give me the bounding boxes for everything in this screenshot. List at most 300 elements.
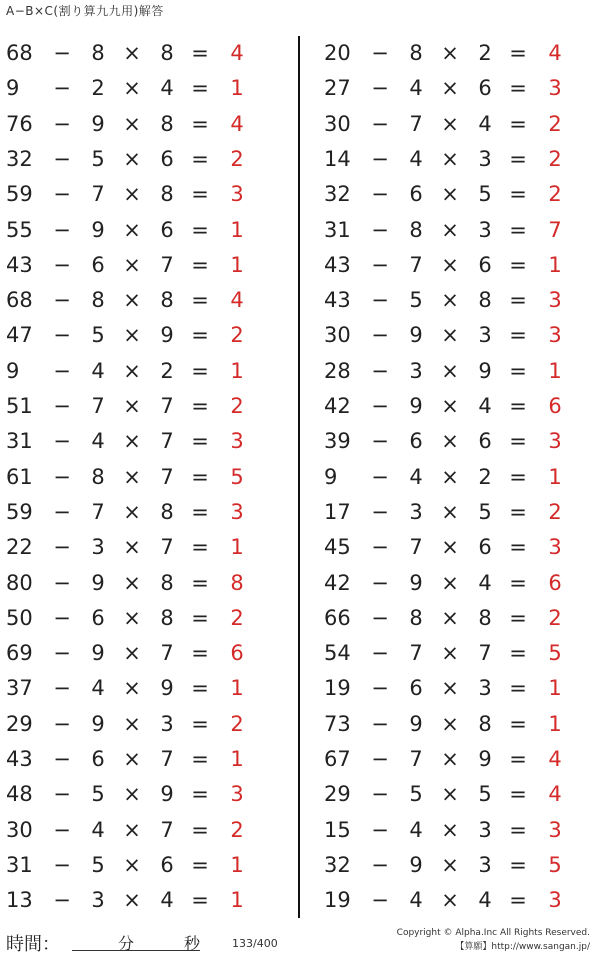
operand-b: 3 xyxy=(409,358,423,383)
operand-a: 42 xyxy=(324,570,351,595)
minutes-label: 分 xyxy=(118,934,135,953)
operand-c: 6 xyxy=(160,146,174,171)
answer: 8 xyxy=(230,570,244,595)
operand-a: 39 xyxy=(324,429,351,454)
problem-row xyxy=(318,742,598,777)
answer: 1 xyxy=(548,676,562,701)
times-sign: × xyxy=(123,535,141,560)
equals-sign: = xyxy=(191,323,209,348)
operand-b: 6 xyxy=(91,747,105,771)
times-sign: × xyxy=(441,182,459,207)
operand-b: 4 xyxy=(91,358,105,383)
times-sign: × xyxy=(123,394,141,418)
operand-a: 9 xyxy=(6,76,20,101)
equals-sign: = xyxy=(191,535,209,560)
operand-a: 59 xyxy=(6,182,33,207)
answer: 4 xyxy=(230,111,244,136)
answer: 7 xyxy=(548,217,562,242)
times-sign: × xyxy=(123,217,141,242)
minus-sign: − xyxy=(371,570,389,595)
answer: 3 xyxy=(230,182,244,207)
equals-sign: = xyxy=(509,429,527,454)
answer: 1 xyxy=(230,747,244,771)
operand-a: 15 xyxy=(324,817,351,842)
equals-sign: = xyxy=(509,605,527,630)
operand-a: 30 xyxy=(6,817,33,842)
operand-b: 4 xyxy=(409,146,423,171)
equals-sign: = xyxy=(191,852,209,877)
minus-sign: − xyxy=(371,288,389,313)
operand-c: 9 xyxy=(160,782,174,807)
times-sign: × xyxy=(123,464,141,489)
equals-sign: = xyxy=(509,888,527,913)
equals-sign: = xyxy=(191,394,209,418)
minus-sign: − xyxy=(53,41,71,65)
equals-sign: = xyxy=(191,41,209,65)
operand-a: 20 xyxy=(324,41,351,65)
answer: 1 xyxy=(230,676,244,701)
copyright-block xyxy=(397,926,590,954)
times-sign: × xyxy=(123,41,141,65)
answer: 2 xyxy=(548,111,562,136)
minus-sign: − xyxy=(371,146,389,171)
answer: 1 xyxy=(230,852,244,877)
operand-c: 7 xyxy=(160,817,174,842)
operand-a: 17 xyxy=(324,499,351,524)
problem-row xyxy=(0,71,280,106)
operand-c: 5 xyxy=(478,182,492,207)
site-url: 【算願】http://www.sangan.jp/ xyxy=(455,942,590,952)
operand-a: 29 xyxy=(324,782,351,807)
seconds-label: 秒 xyxy=(184,934,201,953)
operand-b: 8 xyxy=(91,288,105,313)
operand-b: 7 xyxy=(409,747,423,771)
equals-sign: = xyxy=(509,641,527,666)
operand-b: 8 xyxy=(91,41,105,65)
minus-sign: − xyxy=(371,111,389,136)
operand-a: 37 xyxy=(6,676,33,701)
operand-a: 61 xyxy=(6,464,33,489)
minus-sign: − xyxy=(371,605,389,630)
operand-a: 32 xyxy=(324,182,351,207)
operand-b: 4 xyxy=(409,76,423,101)
times-sign: × xyxy=(441,252,459,277)
equals-sign: = xyxy=(191,605,209,630)
answer: 5 xyxy=(548,852,562,877)
answer: 6 xyxy=(548,570,562,595)
times-sign: × xyxy=(441,888,459,913)
answer: 4 xyxy=(548,41,562,65)
times-sign: × xyxy=(441,535,459,560)
minus-sign: − xyxy=(53,852,71,877)
answer: 5 xyxy=(548,641,562,666)
minus-sign: − xyxy=(371,499,389,524)
answer: 6 xyxy=(548,394,562,418)
answer: 2 xyxy=(548,182,562,207)
problem-row xyxy=(0,848,280,883)
times-sign: × xyxy=(123,111,141,136)
times-sign: × xyxy=(441,782,459,807)
equals-sign: = xyxy=(191,641,209,666)
minus-sign: − xyxy=(53,711,71,736)
operand-a: 54 xyxy=(324,641,351,666)
minus-sign: − xyxy=(371,182,389,207)
operand-c: 8 xyxy=(160,182,174,207)
problem-row xyxy=(318,283,598,318)
times-sign: × xyxy=(123,747,141,771)
times-sign: × xyxy=(441,394,459,418)
operand-a: 43 xyxy=(324,252,351,277)
equals-sign: = xyxy=(191,358,209,383)
times-sign: × xyxy=(441,676,459,701)
equals-sign: = xyxy=(191,499,209,524)
operand-a: 9 xyxy=(324,464,338,489)
problem-row xyxy=(318,71,598,106)
equals-sign: = xyxy=(509,288,527,313)
times-sign: × xyxy=(123,252,141,277)
operand-c: 8 xyxy=(478,288,492,313)
answer: 3 xyxy=(548,288,562,313)
problem-row xyxy=(318,601,598,636)
operand-c: 3 xyxy=(478,817,492,842)
minus-sign: − xyxy=(53,605,71,630)
operand-c: 2 xyxy=(160,358,174,383)
times-sign: × xyxy=(123,323,141,348)
equals-sign: = xyxy=(509,711,527,736)
answer: 3 xyxy=(548,535,562,560)
operand-a: 19 xyxy=(324,676,351,701)
operand-a: 22 xyxy=(6,535,33,560)
minus-sign: − xyxy=(53,570,71,595)
operand-a: 73 xyxy=(324,711,351,736)
problem-row xyxy=(0,142,280,177)
answer: 2 xyxy=(230,817,244,842)
problem-row xyxy=(318,389,598,424)
equals-sign: = xyxy=(191,676,209,701)
page-number: 133/400 xyxy=(232,937,278,950)
equals-sign: = xyxy=(509,41,527,65)
operand-a: 68 xyxy=(6,41,33,65)
operand-b: 7 xyxy=(409,535,423,560)
equals-sign: = xyxy=(191,888,209,913)
operand-b: 6 xyxy=(409,182,423,207)
minus-sign: − xyxy=(371,535,389,560)
minus-sign: − xyxy=(53,535,71,560)
equals-sign: = xyxy=(191,111,209,136)
operand-c: 4 xyxy=(478,111,492,136)
operand-c: 7 xyxy=(160,252,174,277)
operand-c: 3 xyxy=(478,323,492,348)
operand-b: 3 xyxy=(409,499,423,524)
operand-b: 2 xyxy=(91,76,105,101)
minus-sign: − xyxy=(371,323,389,348)
minus-sign: − xyxy=(53,676,71,701)
operand-a: 69 xyxy=(6,641,33,666)
minus-sign: − xyxy=(53,217,71,242)
times-sign: × xyxy=(123,676,141,701)
equals-sign: = xyxy=(191,464,209,489)
minus-sign: − xyxy=(53,747,71,771)
equals-sign: = xyxy=(191,182,209,207)
problem-row xyxy=(0,424,280,459)
problem-row xyxy=(0,495,280,530)
minus-sign: − xyxy=(53,111,71,136)
problem-row xyxy=(0,177,280,212)
operand-b: 3 xyxy=(91,888,105,913)
operand-c: 5 xyxy=(478,782,492,807)
problem-row xyxy=(0,283,280,318)
problem-row xyxy=(0,777,280,812)
minus-sign: − xyxy=(53,323,71,348)
operand-c: 7 xyxy=(160,535,174,560)
problem-row xyxy=(0,248,280,283)
problem-row xyxy=(318,36,598,71)
problem-row xyxy=(318,213,598,248)
operand-b: 9 xyxy=(409,852,423,877)
problem-row xyxy=(0,107,280,142)
times-sign: × xyxy=(123,429,141,454)
problem-row xyxy=(318,530,598,565)
times-sign: × xyxy=(441,358,459,383)
operand-a: 19 xyxy=(324,888,351,913)
operand-a: 31 xyxy=(6,429,33,454)
operand-b: 7 xyxy=(91,499,105,524)
answer: 1 xyxy=(230,252,244,277)
operand-b: 9 xyxy=(409,711,423,736)
problem-row xyxy=(318,424,598,459)
answer: 2 xyxy=(230,394,244,418)
operand-a: 14 xyxy=(324,146,351,171)
operand-b: 9 xyxy=(91,711,105,736)
operand-c: 8 xyxy=(160,605,174,630)
equals-sign: = xyxy=(509,817,527,842)
answer: 3 xyxy=(230,499,244,524)
minus-sign: − xyxy=(53,252,71,277)
minus-sign: − xyxy=(371,76,389,101)
equals-sign: = xyxy=(509,323,527,348)
answer: 2 xyxy=(230,146,244,171)
operand-b: 8 xyxy=(91,464,105,489)
times-sign: × xyxy=(123,570,141,595)
answer: 1 xyxy=(548,358,562,383)
operand-b: 4 xyxy=(409,464,423,489)
operand-b: 8 xyxy=(409,217,423,242)
times-sign: × xyxy=(441,288,459,313)
times-sign: × xyxy=(441,146,459,171)
answer: 3 xyxy=(548,429,562,454)
times-sign: × xyxy=(441,817,459,842)
problem-row xyxy=(0,36,280,71)
time-label: 時間： xyxy=(6,934,60,955)
times-sign: × xyxy=(123,711,141,736)
operand-c: 6 xyxy=(478,76,492,101)
operand-c: 7 xyxy=(160,464,174,489)
times-sign: × xyxy=(441,641,459,666)
problem-row xyxy=(318,142,598,177)
operand-c: 3 xyxy=(478,676,492,701)
operand-b: 6 xyxy=(91,605,105,630)
answer: 1 xyxy=(230,358,244,383)
equals-sign: = xyxy=(509,358,527,383)
problem-row xyxy=(318,460,598,495)
operand-b: 4 xyxy=(91,676,105,701)
answer: 4 xyxy=(230,288,244,313)
problem-row xyxy=(0,318,280,353)
minus-sign: − xyxy=(371,888,389,913)
minus-sign: − xyxy=(371,782,389,807)
column-divider xyxy=(298,36,300,918)
equals-sign: = xyxy=(191,747,209,771)
minus-sign: − xyxy=(371,41,389,65)
operand-a: 67 xyxy=(324,747,351,771)
answer: 3 xyxy=(548,817,562,842)
problem-row xyxy=(0,671,280,706)
minus-sign: − xyxy=(371,817,389,842)
problem-row xyxy=(0,460,280,495)
problem-row xyxy=(0,636,280,671)
times-sign: × xyxy=(441,605,459,630)
operand-b: 9 xyxy=(409,570,423,595)
operand-c: 4 xyxy=(478,394,492,418)
operand-b: 7 xyxy=(91,182,105,207)
operand-a: 59 xyxy=(6,499,33,524)
problem-row xyxy=(0,566,280,601)
answer: 2 xyxy=(230,605,244,630)
operand-c: 2 xyxy=(478,41,492,65)
operand-c: 9 xyxy=(478,358,492,383)
operand-c: 8 xyxy=(478,711,492,736)
answer: 1 xyxy=(230,888,244,913)
operand-b: 7 xyxy=(91,394,105,418)
answer: 3 xyxy=(548,323,562,348)
problem-row xyxy=(318,177,598,212)
operand-b: 5 xyxy=(91,323,105,348)
answer: 6 xyxy=(230,641,244,666)
operand-a: 27 xyxy=(324,76,351,101)
minus-sign: − xyxy=(53,182,71,207)
operand-a: 43 xyxy=(6,747,33,771)
operand-b: 4 xyxy=(409,888,423,913)
equals-sign: = xyxy=(191,711,209,736)
equals-sign: = xyxy=(191,146,209,171)
operand-a: 76 xyxy=(6,111,33,136)
answer: 2 xyxy=(230,323,244,348)
time-underline xyxy=(72,950,200,951)
equals-sign: = xyxy=(191,288,209,313)
minus-sign: − xyxy=(371,217,389,242)
answer: 1 xyxy=(548,464,562,489)
minus-sign: − xyxy=(371,358,389,383)
times-sign: × xyxy=(441,323,459,348)
operand-b: 3 xyxy=(91,535,105,560)
operand-b: 7 xyxy=(409,641,423,666)
operand-b: 6 xyxy=(409,429,423,454)
minus-sign: − xyxy=(53,394,71,418)
minus-sign: − xyxy=(53,782,71,807)
equals-sign: = xyxy=(191,217,209,242)
equals-sign: = xyxy=(509,146,527,171)
answer: 2 xyxy=(230,711,244,736)
times-sign: × xyxy=(123,782,141,807)
operand-c: 9 xyxy=(160,676,174,701)
times-sign: × xyxy=(441,711,459,736)
problem-row xyxy=(318,813,598,848)
operand-a: 9 xyxy=(6,358,20,383)
operand-c: 5 xyxy=(478,499,492,524)
operand-c: 8 xyxy=(160,499,174,524)
problem-row xyxy=(0,213,280,248)
operand-c: 4 xyxy=(478,888,492,913)
equals-sign: = xyxy=(509,747,527,771)
operand-c: 8 xyxy=(160,41,174,65)
operand-b: 4 xyxy=(409,817,423,842)
times-sign: × xyxy=(441,464,459,489)
answer: 2 xyxy=(548,499,562,524)
problem-row xyxy=(318,248,598,283)
minus-sign: − xyxy=(53,888,71,913)
problem-row xyxy=(0,601,280,636)
minus-sign: − xyxy=(53,641,71,666)
problem-row xyxy=(318,636,598,671)
minus-sign: − xyxy=(371,252,389,277)
equals-sign: = xyxy=(191,570,209,595)
times-sign: × xyxy=(123,288,141,313)
operand-b: 6 xyxy=(409,676,423,701)
problem-row xyxy=(0,813,280,848)
equals-sign: = xyxy=(509,252,527,277)
problem-row xyxy=(318,318,598,353)
operand-b: 6 xyxy=(91,252,105,277)
operand-a: 80 xyxy=(6,570,33,595)
answer: 3 xyxy=(230,429,244,454)
minus-sign: − xyxy=(53,146,71,171)
operand-a: 28 xyxy=(324,358,351,383)
answer: 2 xyxy=(548,605,562,630)
copyright-text: Copyright © Alpha.Inc All Rights Reserved. xyxy=(396,928,590,938)
operand-b: 9 xyxy=(91,217,105,242)
operand-c: 7 xyxy=(160,641,174,666)
times-sign: × xyxy=(123,499,141,524)
operand-a: 45 xyxy=(324,535,351,560)
minus-sign: − xyxy=(371,852,389,877)
equals-sign: = xyxy=(509,182,527,207)
page-title: A−B×C(割り算九九用)解答 xyxy=(6,4,164,18)
operand-a: 50 xyxy=(6,605,33,630)
operand-a: 32 xyxy=(324,852,351,877)
times-sign: × xyxy=(441,429,459,454)
problem-row xyxy=(0,707,280,742)
problem-row xyxy=(318,671,598,706)
times-sign: × xyxy=(441,41,459,65)
operand-a: 30 xyxy=(324,111,351,136)
equals-sign: = xyxy=(509,782,527,807)
answer: 1 xyxy=(230,217,244,242)
operand-c: 8 xyxy=(160,570,174,595)
answer: 2 xyxy=(548,146,562,171)
operand-c: 7 xyxy=(160,429,174,454)
answer: 4 xyxy=(230,41,244,65)
minus-sign: − xyxy=(53,288,71,313)
answer: 4 xyxy=(548,747,562,771)
operand-a: 31 xyxy=(324,217,351,242)
operand-c: 6 xyxy=(160,852,174,877)
operand-c: 4 xyxy=(160,888,174,913)
minus-sign: − xyxy=(53,499,71,524)
answer: 3 xyxy=(548,76,562,101)
minus-sign: − xyxy=(371,641,389,666)
operand-b: 4 xyxy=(91,429,105,454)
minus-sign: − xyxy=(53,358,71,383)
